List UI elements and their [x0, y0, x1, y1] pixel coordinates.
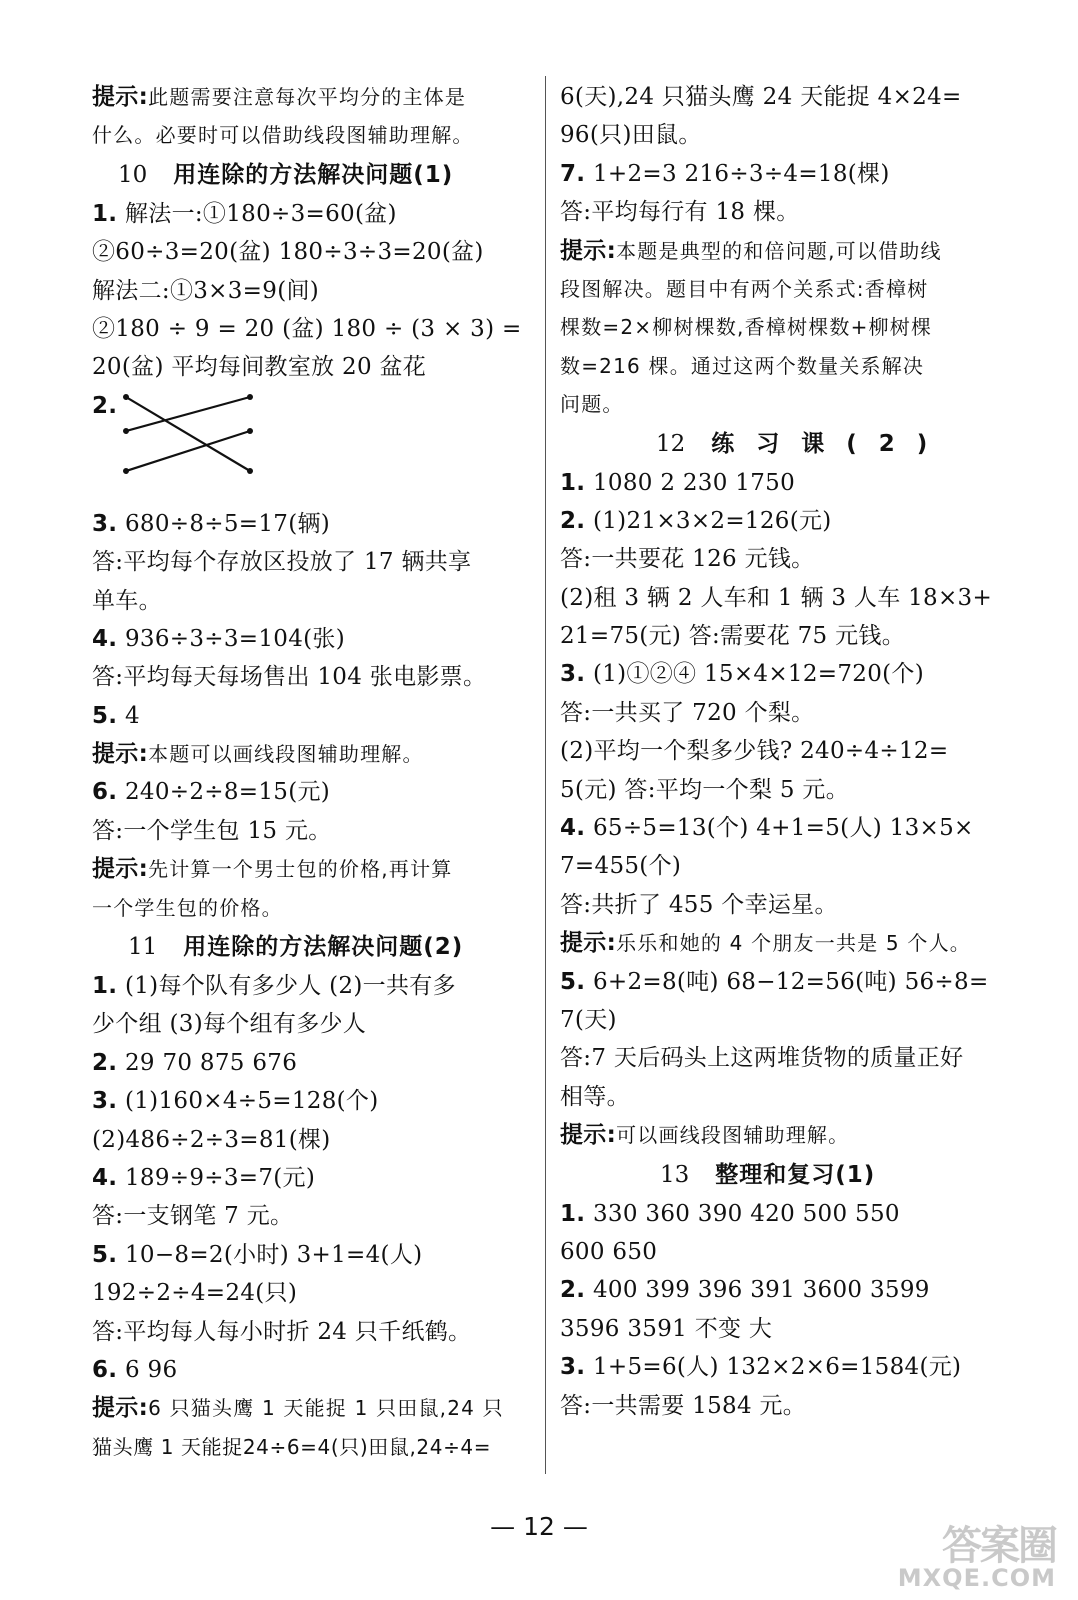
matching-diagram: [92, 387, 530, 505]
answer-line: ②60÷3=20(盆) 180÷3÷3=20(盆): [92, 239, 484, 266]
hint-line: 提示:此题需要注意每次平均分的主体是: [92, 84, 467, 110]
answer-line: 96(只)田鼠。: [560, 122, 702, 149]
section-title: 11 用连除的方法解决问题(2): [128, 934, 464, 961]
answer-line: 3. (1)①②④ 15×4×12=720(个): [560, 661, 924, 688]
answer-line: 答:共折了 455 个幸运星。: [560, 891, 838, 918]
answer-line: 3. 680÷8÷5=17(辆): [92, 510, 331, 537]
answer-line: 答:平均每个存放区投放了 17 辆共享: [92, 549, 472, 576]
answer-line: 4. 65÷5=13(个) 4+1=5(人) 13×5×: [560, 815, 974, 842]
hint-line: 提示:先计算一个男士包的价格,再计算: [92, 856, 453, 883]
section-title: 12 练习课(2): [656, 430, 950, 457]
answer-line: 5(元) 答:平均一个梨 5 元。: [560, 776, 849, 803]
hint-line: 什么。必要时可以借助线段图辅助理解。: [92, 123, 474, 148]
answer-line: 6. 240÷2÷8=15(元): [92, 779, 331, 806]
answer-line: 5. 6+2=8(吨) 68−12=56(吨) 56÷8=: [560, 968, 989, 995]
dot: [247, 394, 253, 400]
answer-line: 相等。: [560, 1083, 630, 1110]
answer-line: 2. 400 399 396 391 3600 3599: [560, 1277, 930, 1304]
answer-line: 7. 1+2=3 216÷3÷4=18(棵): [560, 160, 890, 187]
answer-line: 少个组 (3)每个组有多少人: [92, 1011, 367, 1038]
watermark-url: MXQE.COM: [897, 1564, 1056, 1592]
section-title: 10 用连除的方法解决问题(1): [118, 161, 454, 188]
answer-line: 3. 1+5=6(人) 132×2×6=1584(元): [560, 1354, 962, 1381]
hint-line: 一个学生包的价格。: [92, 895, 283, 920]
answer-line: 6(天),24 只猫头鹰 24 天能捉 4×24=: [560, 84, 962, 110]
answer-line: 2. (1)21×3×2=126(元): [560, 507, 832, 534]
answer-line: (2)平均一个梨多少钱? 240÷4÷12=: [560, 738, 949, 765]
hint-line: 棵数=2×柳树棵数,香樟树棵数+柳树棵: [560, 315, 933, 340]
answer-line: 答:平均每行有 18 棵。: [560, 199, 800, 226]
question-number: 2.: [92, 392, 118, 419]
answer-line: 7=455(个): [560, 853, 682, 880]
hint-line: 提示:可以画线段图辅助理解。: [560, 1122, 850, 1149]
dot: [123, 468, 129, 474]
crossing-lines-diagram: [114, 387, 264, 505]
answer-line: 6. 6 96: [92, 1356, 178, 1383]
hint-line: 段图解决。题目中有两个关系式:香樟树: [560, 276, 929, 301]
match-line: [126, 397, 250, 471]
hint-line: 数=216 棵。通过这两个数量关系解决: [560, 353, 925, 378]
hint-line: 猫头鹰 1 天能捉24÷6=4(只)田鼠,24÷4=: [92, 1434, 492, 1459]
answer-line: 5. 10−8=2(小时) 3+1=4(人): [92, 1241, 423, 1268]
answer-line: 21=75(元) 答:需要花 75 元钱。: [560, 623, 905, 650]
watermark-logo: [897, 1512, 1060, 1592]
match-line: [126, 397, 250, 431]
answer-line: 2. 29 70 875 676: [92, 1049, 298, 1076]
answer-line: 答:一个学生包 15 元。: [92, 817, 332, 844]
column-divider: [545, 76, 546, 1474]
answer-line: 答:一共买了 720 个梨。: [560, 699, 815, 726]
answer-line: 1. 解法一:①180÷3=60(盆): [92, 200, 397, 227]
answer-line: 单车。: [92, 587, 162, 614]
answer-line: 答:一共需要 1584 元。: [560, 1392, 807, 1419]
answer-line: 3. (1)160×4÷5=128(个): [92, 1088, 379, 1115]
hint-line: 提示:6 只猫头鹰 1 天能捉 1 只田鼠,24 只: [92, 1395, 504, 1422]
answer-line: (2)486÷2÷3=81(棵): [92, 1126, 331, 1153]
hint-line: 提示:本题是典型的和倍问题,可以借助线: [560, 237, 942, 264]
answer-line: 答:平均每人每小时折 24 只千纸鹤。: [92, 1318, 472, 1345]
answer-line: 1. 330 360 390 420 500 550: [560, 1200, 900, 1227]
answer-line: (2)租 3 辆 2 人车和 1 辆 3 人车 18×3+: [560, 584, 993, 611]
answer-line: 5. 4: [92, 702, 140, 729]
answer-line: 192÷2÷4=24(只): [92, 1280, 298, 1307]
answer-line: 答:一支钢笔 7 元。: [92, 1203, 294, 1230]
answer-line: 4. 189÷9÷3=7(元): [92, 1164, 316, 1191]
hint-line: 提示:乐乐和她的 4 个朋友一共是 5 个人。: [560, 930, 971, 957]
answer-line: 答:平均每天每场售出 104 张电影票。: [92, 664, 487, 691]
answer-line: ②180 ÷ 9 = 20 (盆) 180 ÷ (3 × 3) =: [92, 315, 522, 342]
right-column: [560, 78, 1000, 1425]
dot: [247, 428, 253, 434]
watermark-text: 答案圈: [942, 1523, 1056, 1569]
answer-line: 答:7 天后码头上这两堆货物的质量正好: [560, 1045, 964, 1072]
dot: [123, 394, 129, 400]
answer-line: 3596 3591 不变 大: [560, 1315, 773, 1342]
answer-line: 20(盆) 平均每间教室放 20 盆花: [92, 354, 427, 381]
answer-line: 4. 936÷3÷3=104(张): [92, 625, 345, 652]
answer-line: 1. 1080 2 230 1750: [560, 469, 796, 496]
answer-line: 7(天): [560, 1006, 617, 1033]
answer-line: 1. (1)每个队有多少人 (2)一共有多: [92, 973, 456, 1000]
left-column: [92, 78, 530, 1466]
page-number: — 12 —: [490, 1512, 588, 1541]
section-title: 13 整理和复习(1): [660, 1161, 876, 1188]
hint-line: 问题。: [560, 392, 624, 417]
answer-line: 600 650: [560, 1238, 658, 1265]
dot: [247, 468, 253, 474]
answer-line: 答:一共要花 126 元钱。: [560, 546, 815, 573]
hint-line: 提示:本题可以画线段图辅助理解。: [92, 741, 424, 768]
answer-line: 解法二:①3×3=9(间): [92, 277, 320, 304]
match-line: [126, 431, 250, 471]
dot: [123, 428, 129, 434]
